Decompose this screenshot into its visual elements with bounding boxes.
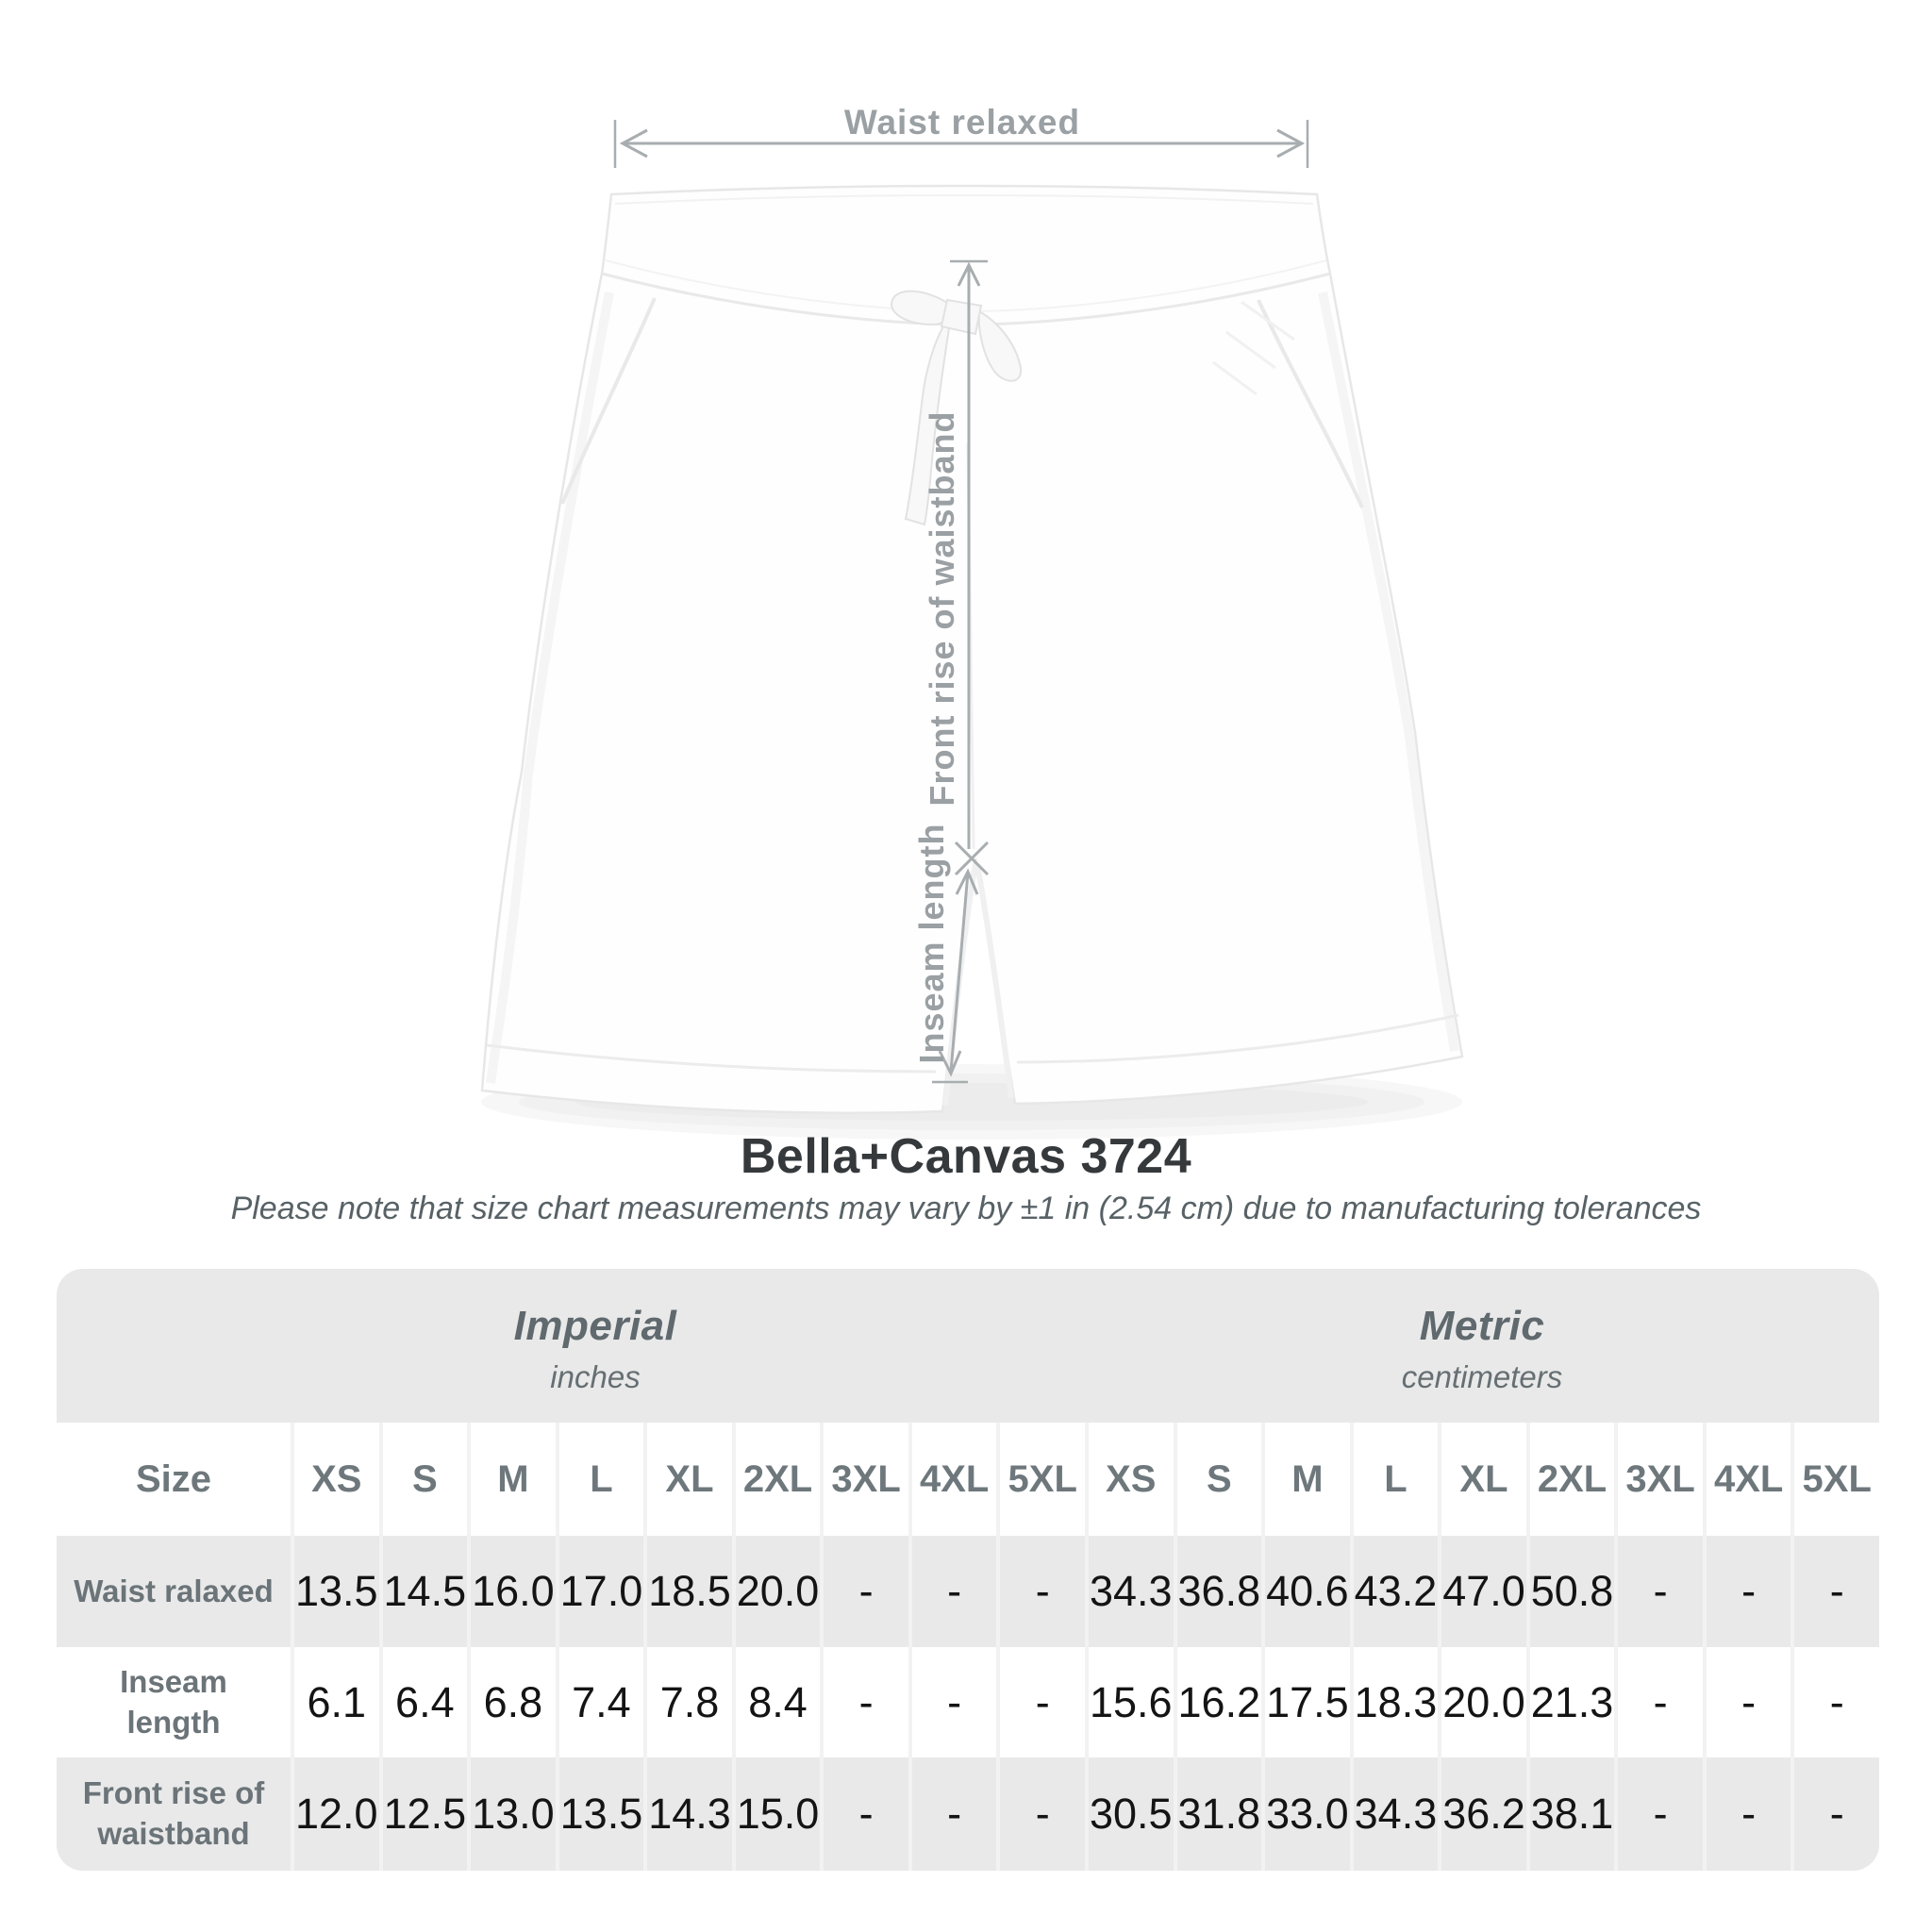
measurement-value-cell: [732, 1757, 821, 1871]
measurement-value-cell: [1438, 1536, 1526, 1647]
measurement-value-cell-text: -: [1035, 1790, 1050, 1838]
measurement-value-cell-text: 15.0: [736, 1790, 820, 1838]
measurement-value-cell-text: -: [1653, 1790, 1668, 1838]
measurement-value-cell: [556, 1647, 644, 1757]
size-header-cell: [908, 1423, 997, 1536]
measurement-value-cell: [643, 1536, 732, 1647]
measurement-value-cell: [1350, 1757, 1439, 1871]
measurement-value-cell: [1703, 1757, 1791, 1871]
row-label-cell: [57, 1757, 291, 1871]
size-header-cell-text: 3XL: [1625, 1457, 1695, 1500]
measurement-value-cell-text: 17.5: [1266, 1677, 1349, 1726]
measurement-value-cell: [1526, 1757, 1615, 1871]
measurement-value-cell: [820, 1757, 908, 1871]
size-header-cell: [467, 1423, 556, 1536]
measurement-value-cell-text: 36.2: [1442, 1790, 1525, 1838]
measurement-value-cell: [996, 1757, 1085, 1871]
measurement-value-cell-text: 20.0: [1442, 1677, 1525, 1726]
measurement-value-cell: [908, 1647, 997, 1757]
metric-unit-label: centimeters: [1401, 1358, 1563, 1394]
measurement-value-cell-text: -: [1653, 1677, 1668, 1726]
size-header-cell-text: XS: [311, 1457, 362, 1500]
measurement-value-cell-text: 13.0: [472, 1790, 555, 1838]
size-header-cell: [379, 1423, 468, 1536]
size-header-cell: [1790, 1423, 1879, 1536]
size-header-cell-text: 4XL: [1713, 1457, 1784, 1500]
measurement-value-cell-text: 20.0: [736, 1567, 820, 1615]
size-header-cell-text: L: [590, 1457, 613, 1500]
measurement-value-cell-text: 13.5: [559, 1790, 643, 1838]
measurement-value-cell-text: 8.4: [748, 1677, 808, 1726]
measurement-value-cell-text: 6.1: [307, 1677, 367, 1726]
size-header-cell-text: XL: [1459, 1457, 1508, 1500]
size-chart-card: [57, 1269, 1879, 1871]
measurement-value-cell: [1614, 1536, 1703, 1647]
measurement-value-cell-text: -: [858, 1567, 874, 1615]
measurement-value-cell-text: 17.0: [559, 1567, 643, 1615]
measurement-value-cell-text: 16.2: [1177, 1677, 1261, 1726]
measurement-value-cell: [291, 1647, 379, 1757]
measurement-value-cell: [1614, 1647, 1703, 1757]
measurement-value-cell: [996, 1536, 1085, 1647]
measurement-value-cell-text: 6.4: [395, 1677, 455, 1726]
measurement-value-cell-text: -: [1741, 1567, 1757, 1615]
unit-header-imperial: [57, 1269, 1085, 1423]
measurement-value-cell: [467, 1536, 556, 1647]
row-label-cell-text: Waist ralaxed: [74, 1573, 274, 1608]
measurement-value-cell-text: 18.5: [648, 1567, 731, 1615]
measurement-value-cell: [643, 1757, 732, 1871]
size-header-cell-text: S: [411, 1457, 438, 1500]
measurement-value-cell: [1085, 1647, 1174, 1757]
size-header-cell: [1438, 1423, 1526, 1536]
size-header-cell-text: 3XL: [831, 1457, 901, 1500]
size-header-cell-text: 5XL: [1802, 1457, 1872, 1500]
size-column-header: [57, 1423, 291, 1536]
measurement-value-cell: [1350, 1647, 1439, 1757]
size-header-cell: [1174, 1423, 1262, 1536]
measurement-value-cell-text: 30.5: [1089, 1790, 1173, 1838]
measurement-value-cell-text: 36.8: [1177, 1567, 1261, 1615]
measurement-value-cell-text: 47.0: [1442, 1567, 1525, 1615]
unit-header-row: [57, 1269, 1879, 1423]
measurement-value-cell-text: 40.6: [1266, 1567, 1349, 1615]
size-header-cell-text: M: [1291, 1457, 1324, 1500]
metric-label: Metric: [1419, 1302, 1545, 1349]
measurement-value-cell-text: -: [1829, 1790, 1844, 1838]
measurement-value-cell: [291, 1536, 379, 1647]
measurement-value-cell-text: 6.8: [483, 1677, 543, 1726]
measurement-value-cell: [379, 1536, 468, 1647]
measurement-value-cell: [1526, 1536, 1615, 1647]
measurement-value-cell: [1350, 1536, 1439, 1647]
measurement-value-cell: [1438, 1757, 1526, 1871]
measurement-value-cell: [467, 1647, 556, 1757]
measurement-value-cell-text: 33.0: [1266, 1790, 1349, 1838]
measurement-value-cell-text: -: [858, 1677, 874, 1726]
measurement-value-cell-text: 12.0: [294, 1790, 378, 1838]
measurement-value-cell-text: -: [1741, 1677, 1757, 1726]
size-chart-grid: [57, 1423, 1879, 1871]
measurement-value-cell-text: -: [1035, 1567, 1050, 1615]
measurement-value-cell-text: 31.8: [1177, 1790, 1261, 1838]
measurement-value-cell-text: 18.3: [1354, 1677, 1438, 1726]
front-rise-label: Front rise of waistband: [923, 410, 961, 807]
measurement-value-cell: [1790, 1536, 1879, 1647]
measurement-value-cell-text: 12.5: [383, 1790, 467, 1838]
size-header-cell-text: 4XL: [919, 1457, 990, 1500]
measurement-value-cell-text: -: [858, 1790, 874, 1838]
measurement-value-cell-text: 43.2: [1354, 1567, 1438, 1615]
unit-header-metric: [1085, 1269, 1879, 1423]
measurement-value-cell-text: -: [1035, 1677, 1050, 1726]
measurement-value-cell-text: 14.5: [383, 1567, 467, 1615]
row-label-cell: [57, 1647, 291, 1757]
measurement-value-cell: [1703, 1647, 1791, 1757]
measurement-value-cell-text: -: [947, 1567, 962, 1615]
size-header-cell-text: L: [1384, 1457, 1407, 1500]
measurement-value-cell: [379, 1757, 468, 1871]
measurement-value-cell: [643, 1647, 732, 1757]
size-header-cell: [1614, 1423, 1703, 1536]
measurement-value-cell-text: -: [947, 1790, 962, 1838]
size-header-cell: [820, 1423, 908, 1536]
measurement-value-cell-text: 34.3: [1089, 1567, 1173, 1615]
measurement-value-cell: [1085, 1536, 1174, 1647]
measurement-value-cell: [732, 1647, 821, 1757]
measurement-value-cell: [1614, 1757, 1703, 1871]
size-header-cell-text: XL: [665, 1457, 714, 1500]
measurement-value-cell-text: 14.3: [648, 1790, 731, 1838]
size-header-cell: [1703, 1423, 1791, 1536]
size-header-cell-text: S: [1206, 1457, 1232, 1500]
measurement-value-cell: [908, 1757, 997, 1871]
measurement-value-cell-text: 7.8: [659, 1677, 720, 1726]
measurement-value-cell: [467, 1757, 556, 1871]
measurement-value-cell: [820, 1536, 908, 1647]
size-header-cell-text: 5XL: [1008, 1457, 1077, 1500]
measurement-value-cell: [1261, 1757, 1350, 1871]
product-title: Bella+Canvas 3724: [740, 1129, 1192, 1184]
measurement-value-cell-text: 38.1: [1530, 1790, 1614, 1838]
measurement-value-cell: [1526, 1647, 1615, 1757]
measurement-value-cell: [908, 1536, 997, 1647]
measurement-value-cell-text: 15.6: [1089, 1677, 1173, 1726]
measurement-value-cell: [1174, 1757, 1262, 1871]
size-header-cell: [556, 1423, 644, 1536]
size-header-cell: [1085, 1423, 1174, 1536]
measurement-value-cell: [1703, 1536, 1791, 1647]
size-header-cell: [1526, 1423, 1615, 1536]
row-label-cell: [57, 1536, 291, 1647]
measurement-value-cell: [1085, 1757, 1174, 1871]
measurement-value-cell: [732, 1536, 821, 1647]
waist-relaxed-label: Waist relaxed: [843, 103, 1081, 142]
measurement-value-cell: [556, 1536, 644, 1647]
size-header-cell: [996, 1423, 1085, 1536]
measurement-value-cell-text: 34.3: [1354, 1790, 1438, 1838]
size-header-cell: [732, 1423, 821, 1536]
measurement-value-cell-text: -: [1829, 1677, 1844, 1726]
size-column-header-text: Size: [135, 1457, 212, 1500]
tolerance-note: Please note that size chart measurements may vary by ±1 in (2.54 cm) due to manufacturing tolerances: [230, 1191, 1702, 1226]
size-header-cell: [643, 1423, 732, 1536]
measurement-value-cell-text: 7.4: [572, 1677, 631, 1726]
shorts-body: [482, 186, 1462, 1113]
measurement-value-cell: [1174, 1647, 1262, 1757]
measurement-value-cell: [1790, 1647, 1879, 1757]
measurement-value-cell-text: -: [1741, 1790, 1757, 1838]
row-label-cell-text: Front rise of waistband: [82, 1775, 265, 1851]
imperial-unit-label: inches: [550, 1358, 641, 1394]
size-header-cell-text: 2XL: [742, 1457, 813, 1500]
measurement-value-cell-text: 21.3: [1530, 1677, 1614, 1726]
measurement-value-cell: [820, 1647, 908, 1757]
measurement-value-cell: [1261, 1536, 1350, 1647]
size-header-cell-text: 2XL: [1537, 1457, 1607, 1500]
measurement-value-cell-text: 16.0: [472, 1567, 555, 1615]
imperial-label: Imperial: [513, 1302, 677, 1349]
size-header-cell: [1350, 1423, 1439, 1536]
size-header-cell: [1261, 1423, 1350, 1536]
size-header-cell: [291, 1423, 379, 1536]
measurement-value-cell-text: -: [947, 1677, 962, 1726]
measurement-value-cell: [1790, 1757, 1879, 1871]
row-label-cell-text: Inseam length: [120, 1663, 227, 1740]
inseam-length-label: Inseam length: [912, 823, 951, 1064]
measurement-value-cell: [379, 1647, 468, 1757]
measurement-value-cell: [1174, 1536, 1262, 1647]
measurement-value-cell: [1438, 1647, 1526, 1757]
size-header-cell-text: XS: [1106, 1457, 1157, 1500]
measurement-value-cell: [556, 1757, 644, 1871]
measurement-value-cell: [1261, 1647, 1350, 1757]
measurement-value-cell-text: -: [1829, 1567, 1844, 1615]
size-header-cell-text: M: [497, 1457, 529, 1500]
measurement-value-cell: [291, 1757, 379, 1871]
measurement-value-cell-text: 13.5: [294, 1567, 378, 1615]
measurement-value-cell: [996, 1647, 1085, 1757]
measurement-value-cell-text: -: [1653, 1567, 1668, 1615]
measurement-value-cell-text: 50.8: [1530, 1567, 1614, 1615]
